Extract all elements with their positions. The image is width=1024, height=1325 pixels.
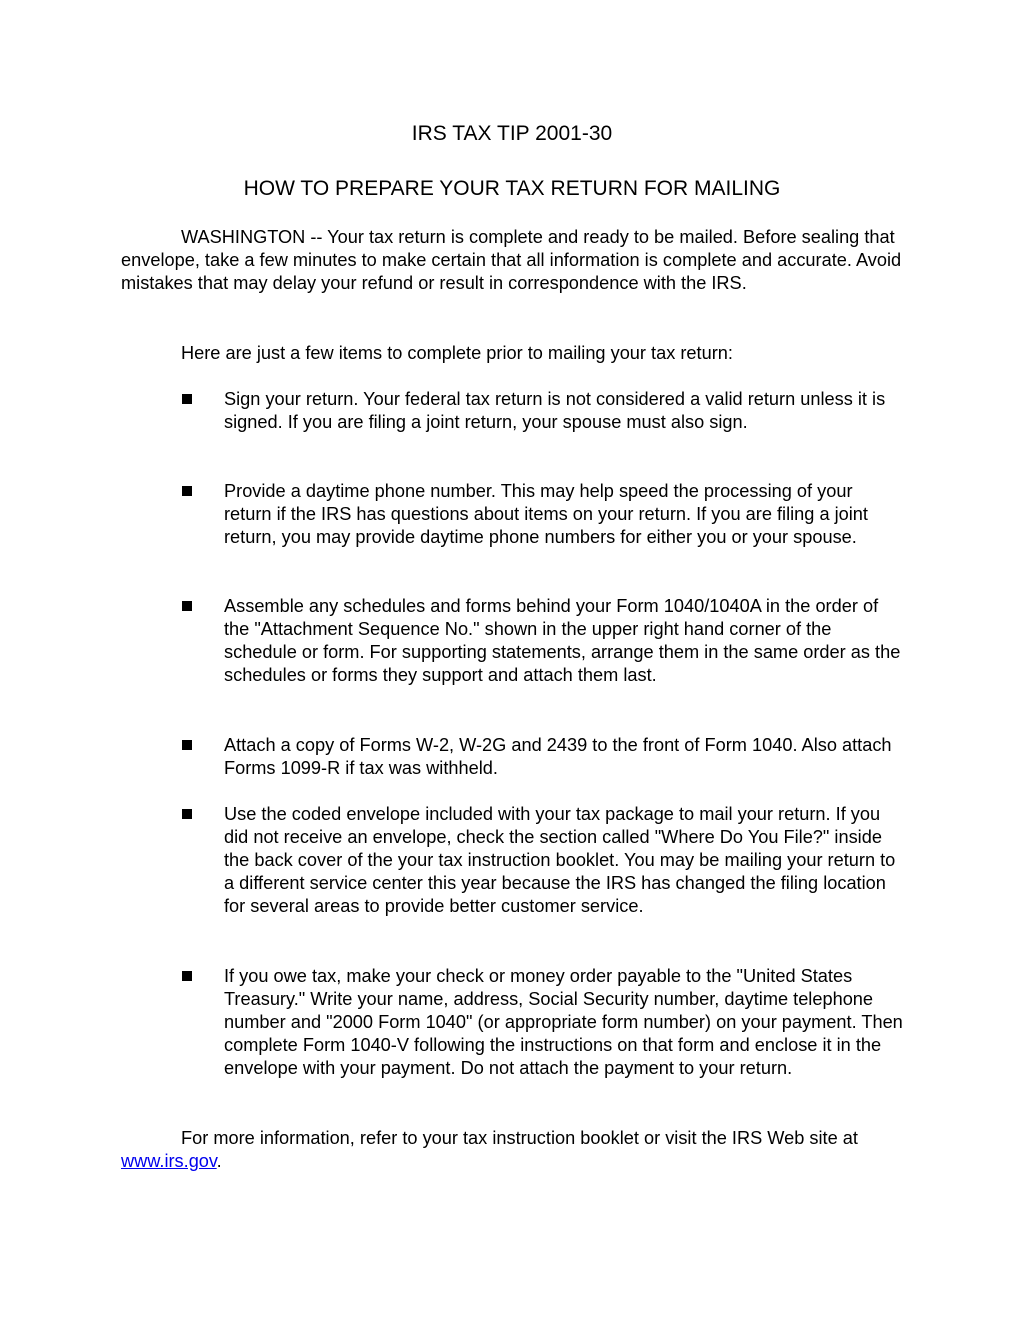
closing-period: .: [216, 1151, 222, 1172]
square-bullet-icon: [182, 394, 192, 404]
list-item-text: Assemble any schedules and forms behind your Form 1040/1040A in the order of the "Attachment Sequence No." shown in the upper right hand corner of the schedule or form. For supporting statements, arrange them in the same order as the schedules or forms they support and attach them last.: [224, 596, 901, 686]
square-bullet-icon: [182, 809, 192, 819]
list-item: [224, 388, 904, 434]
square-bullet-icon: [182, 971, 192, 981]
list-intro-paragraph: Here are just a few items to complete prior to mailing your tax return:: [181, 343, 733, 363]
list-item-text: Use the coded envelope included with your tax package to mail your return. If you did not receive an envelope, check the section called "Where Do You File?" inside the back cover of the your tax instruction booklet. You may be mailing your return to a different service center this year because the IRS has changed the filing location for several areas to provide better customer service.: [224, 804, 896, 917]
list-item: [224, 965, 904, 1080]
list-item: [224, 803, 904, 918]
document-title: IRS TAX TIP 2001-30: [411, 122, 613, 145]
list-item: [224, 734, 904, 780]
square-bullet-icon: [182, 740, 192, 750]
closing-paragraph: [121, 1127, 911, 1173]
intro-paragraph: WASHINGTON -- Your tax return is complete and ready to be mailed. Before sealing that envelope, take a few minutes to make certain that all information is complete and accurate. Avoid mistakes that may delay your refund or result in correspondence with the IRS.: [121, 227, 902, 294]
list-item-text: Attach a copy of Forms W-2, W-2G and 2439 to the front of Form 1040. Also attach Forms 1099-R if tax was withheld.: [224, 735, 892, 779]
list-item: [224, 595, 904, 687]
square-bullet-icon: [182, 486, 192, 496]
square-bullet-icon: [182, 601, 192, 611]
closing-text: For more information, refer to your tax instruction booklet or visit the IRS Web site at: [181, 1128, 858, 1148]
list-item-text: If you owe tax, make your check or money order payable to the "United States Treasury." Write your name, address, Social Security number, daytime telephone number and "2000 Form 1040" (or appropriate form number) on your payment. Then complete Form 1040-V following the instructions on that form and enclose it in the envelope with your payment. Do not attach the payment to your return.: [224, 966, 903, 1079]
irs-website-link[interactable]: www.irs.gov: [121, 1151, 217, 1172]
list-item-text: Sign your return. Your federal tax return is not considered a valid return unless it is signed. If you are filing a joint return, your spouse must also sign.: [224, 389, 886, 433]
document-subtitle: HOW TO PREPARE YOUR TAX RETURN FOR MAILING: [243, 177, 781, 200]
list-item: [224, 480, 904, 549]
list-item-text: Provide a daytime phone number. This may help speed the processing of your return if the IRS has questions about items on your return. If you are filing a joint return, you may provide daytime phone numbers for either you or your spouse.: [224, 481, 868, 548]
